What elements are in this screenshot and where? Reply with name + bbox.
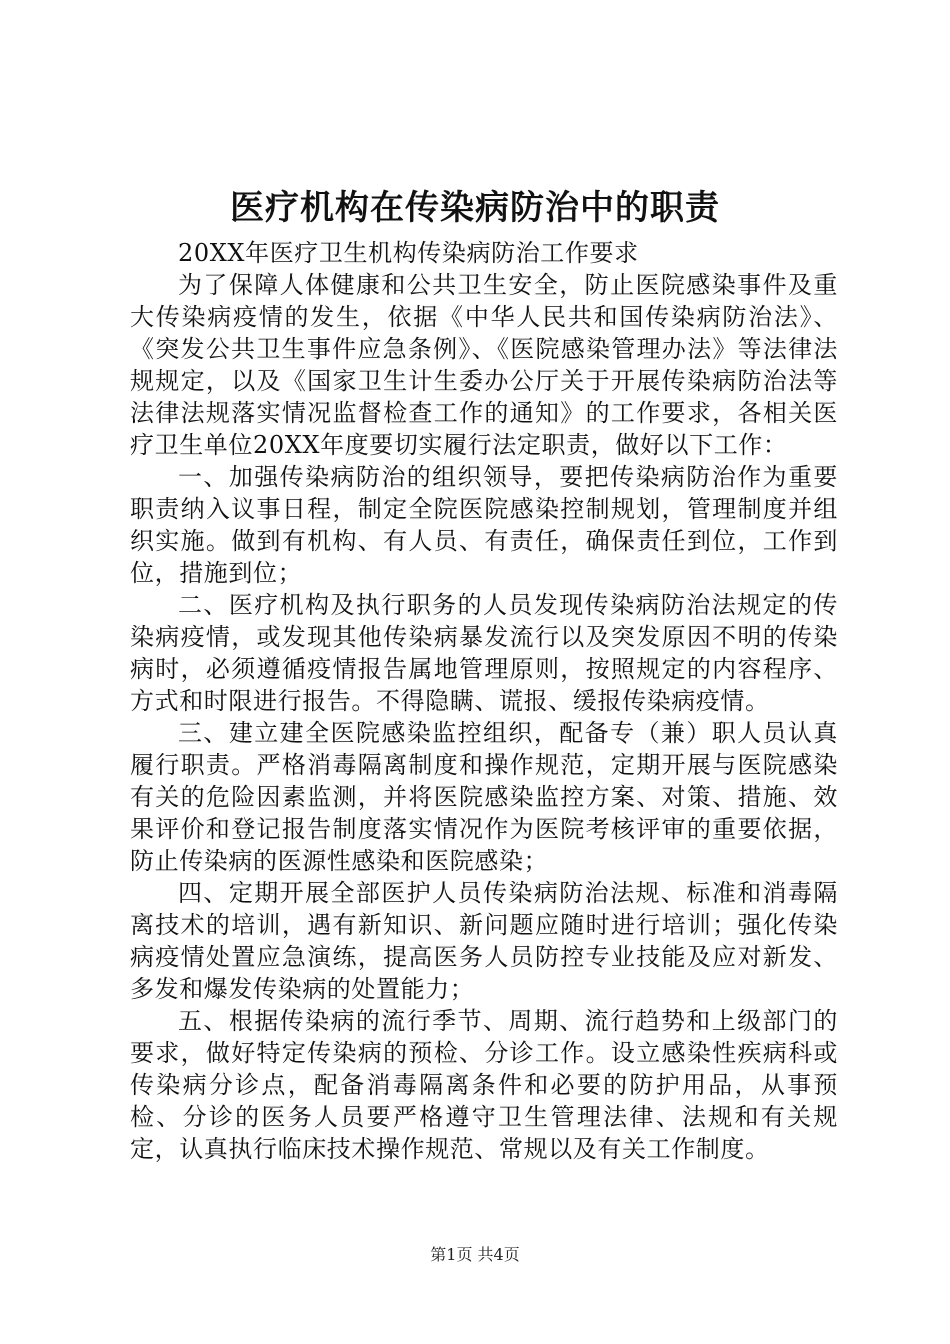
item-5-paragraph: 五、根据传染病的流行季节、周期、流行趋势和上级部门的要求，做好特定传染病的预检、分诊工作。设立感染性疾病科或传染病分诊点，配备消毒隔离条件和必要的防护用品，从事预检、分诊的医务人员要严格遵守卫生管理法律、法规和有关规定，认真执行临床技术操作规范、常规以及有关工作制度。 <box>130 1007 838 1163</box>
subtitle-paragraph: 20XX年医疗卫生机构传染病防治工作要求 <box>178 239 639 267</box>
document-body <box>130 237 838 1165</box>
document-title: 医疗机构在传染病防治中的职责 <box>230 188 720 228</box>
item-4-paragraph: 四、定期开展全部医护人员传染病防治法规、标准和消毒隔离技术的培训，遇有新知识、新问题应随时进行培训；强化传染病疫情处置应急演练，提高医务人员防控专业技能及应对新发、多发和爆发传染病的处置能力； <box>130 879 838 1003</box>
item-2-paragraph: 二、医疗机构及执行职务的人员发现传染病防治法规定的传染病疫情，或发现其他传染病暴发流行以及突发原因不明的传染病时，必须遵循疫情报告属地管理原则，按照规定的内容程序、方式和时限进行报告。不得隐瞒、谎报、缓报传染病疫情。 <box>130 591 838 715</box>
item-1-paragraph: 一、加强传染病防治的组织领导，要把传染病防治作为重要职责纳入议事日程，制定全院医院感染控制规划，管理制度并组织实施。做到有机构、有人员、有责任，确保责任到位，工作到位，措施到位； <box>130 463 838 587</box>
intro-paragraph: 为了保障人体健康和公共卫生安全，防止医院感染事件及重大传染病疫情的发生，依据《中华人民共和国传染病防治法》、《突发公共卫生事件应急条例》、《医院感染管理办法》等法律法规规定，以及《国家卫生计生委办公厅关于开展传染病防治法等法律法规落实情况监督检查工作的通知》的工作要求，各相关医疗卫生单位20XX年度要切实履行法定职责，做好以下工作： <box>130 271 838 459</box>
item-3-paragraph: 三、建立建全医院感染监控组织，配备专（兼）职人员认真履行职责。严格消毒隔离制度和操作规范，定期开展与医院感染有关的危险因素监测，并将医院感染监控方案、对策、措施、效果评价和登记报告制度落实情况作为医院考核评审的重要依据，防止传染病的医源性感染和医院感染； <box>130 719 838 875</box>
page-number-footer: 第1页 共4页 <box>430 1245 520 1264</box>
